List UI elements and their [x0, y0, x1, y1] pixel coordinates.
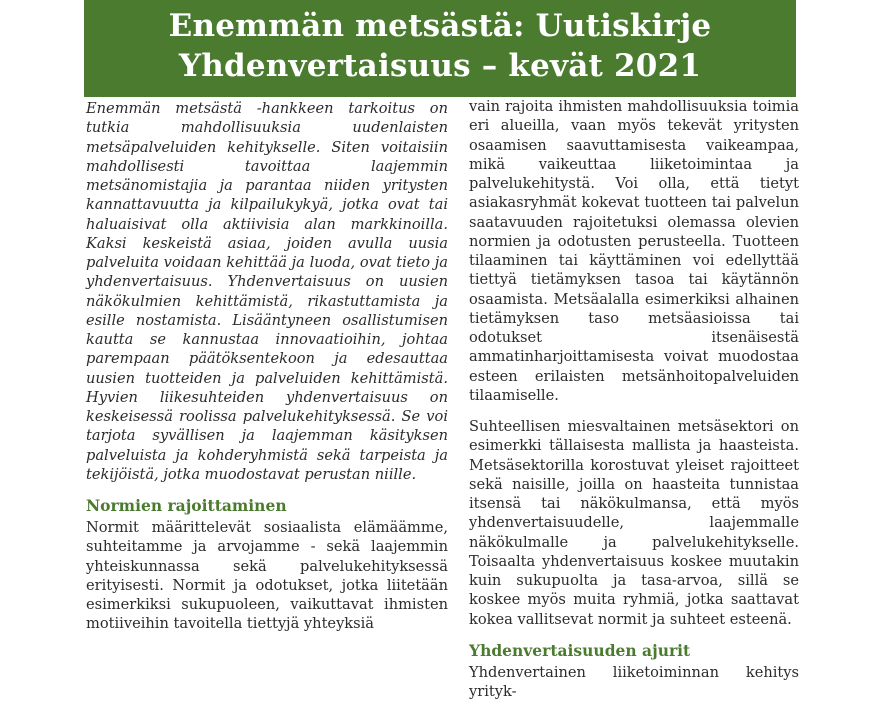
title-line-2: Yhdenvertaisuus – kevät 2021 [178, 48, 702, 84]
body-paragraph-2: Suhteellisen miesvaltainen metsäsektori on esimerkki tällaisesta mallista ja haasteista. Metsäsektorilla korostuvat yleiset rajoitteet sekä naisille, joilla on haasteita tunnistaa itsensä tai näkökulmansa, että myös yhdenvertaisuudelle, laajemmalle näkökulmalle ja palvelukehitykselle. Toisaalta yhdenvertaisuus koskee muutakin kuin sukupuolta ja tasa-arvoa, sillä se koskee myös muita ryhmiä, jotka saattavat kokea vallitsevat normit ja suhteet esteenä. [469, 418, 799, 628]
section-heading-normien-rajoittaminen: Normien rajoittaminen [86, 496, 287, 515]
left-column [86, 99, 448, 646]
section-paragraph-normit: Normit määrittelevät sosiaalista elämäämme, suhteitamme ja arvojamme - sekä laajemmin yhteiskunnassa sekä palvelukehityksessä erityisesti. Normit ja odotukset, jotka liitetään esimerkiksi sukupuoleen, vaikuttavat ihmisten motiiveihin tavoitella tiettyjä yhteyksiä [86, 519, 448, 633]
title-line-1: Enemmän metsästä: Uutiskirje [168, 8, 712, 44]
intro-paragraph: Enemmän metsästä -hankkeen tarkoitus on tutkia mahdollisuuksia uudenlaisten metsäpalveluiden kehitykselle. Siten voitaisiin mahdollisesti tavoittaa laajemmin metsänomistajia ja parantaa niiden yritysten kannattavuutta ja kilpailukykyä, jotka ovat tai haluaisivat olla aktiivisia alan markkinoilla. Kaksi keskeistä asiaa, joiden avulla uusia palveluita voidaan kehittää ja luoda, ovat tieto ja yhdenvertaisuus. Yhdenvertaisuus on uusien näkökulmien kehittämistä, rikastuttamista ja esille nostamista. Lisääntyneen osallistumisen kautta se kannustaa innovaatioihin, johtaa parempaan päätöksentekoon ja edesauttaa uusien tuotteiden ja palveluiden kehittämistä. Hyvien liikesuhteiden yhdenvertaisuus on keskeisessä roolissa palvelukehityksessä. Se voi tarjota syvällisen ja laajemman käsityksen palveluista ja kohderyhmistä sekä tarpeista ja tekijöistä, jotka muodostavat perustan niille. [86, 100, 448, 483]
title-banner [84, 0, 796, 97]
section-paragraph-ajurit: Yhdenvertainen liiketoiminnan kehitys yrityk- [469, 663, 799, 700]
body-paragraph-1: vain rajoita ihmisten mahdollisuuksia toimia eri alueilla, vaan myös tekevät yritysten osaamisen saavuttamisesta vaikeampaa, mikä vaikeuttaa liiketoimintaa ja palvelukehitystä. Voi olla, että tietyt asiakasryhmät kokevat tuotteen tai palvelun saatavuuden rajoitetuksi olemassa olevien normien ja odotusten perusteella. Tuotteen tilaaminen tai käyttäminen voi edellyttää tiettyä tietämyksen tasoa tai käytännön osaamista. Metsäalalla esimerkiksi alhainen tietämyksen taso metsäasioissa tai odotukset itsenäisestä ammatinharjoittamisesta voivat muodostaa esteen erilaisten metsänhoitopalveluiden tilaamiselle. [469, 98, 799, 404]
right-column [469, 97, 799, 713]
section-heading-yhdenvertaisuuden-ajurit: Yhdenvertaisuuden ajurit [469, 640, 691, 660]
